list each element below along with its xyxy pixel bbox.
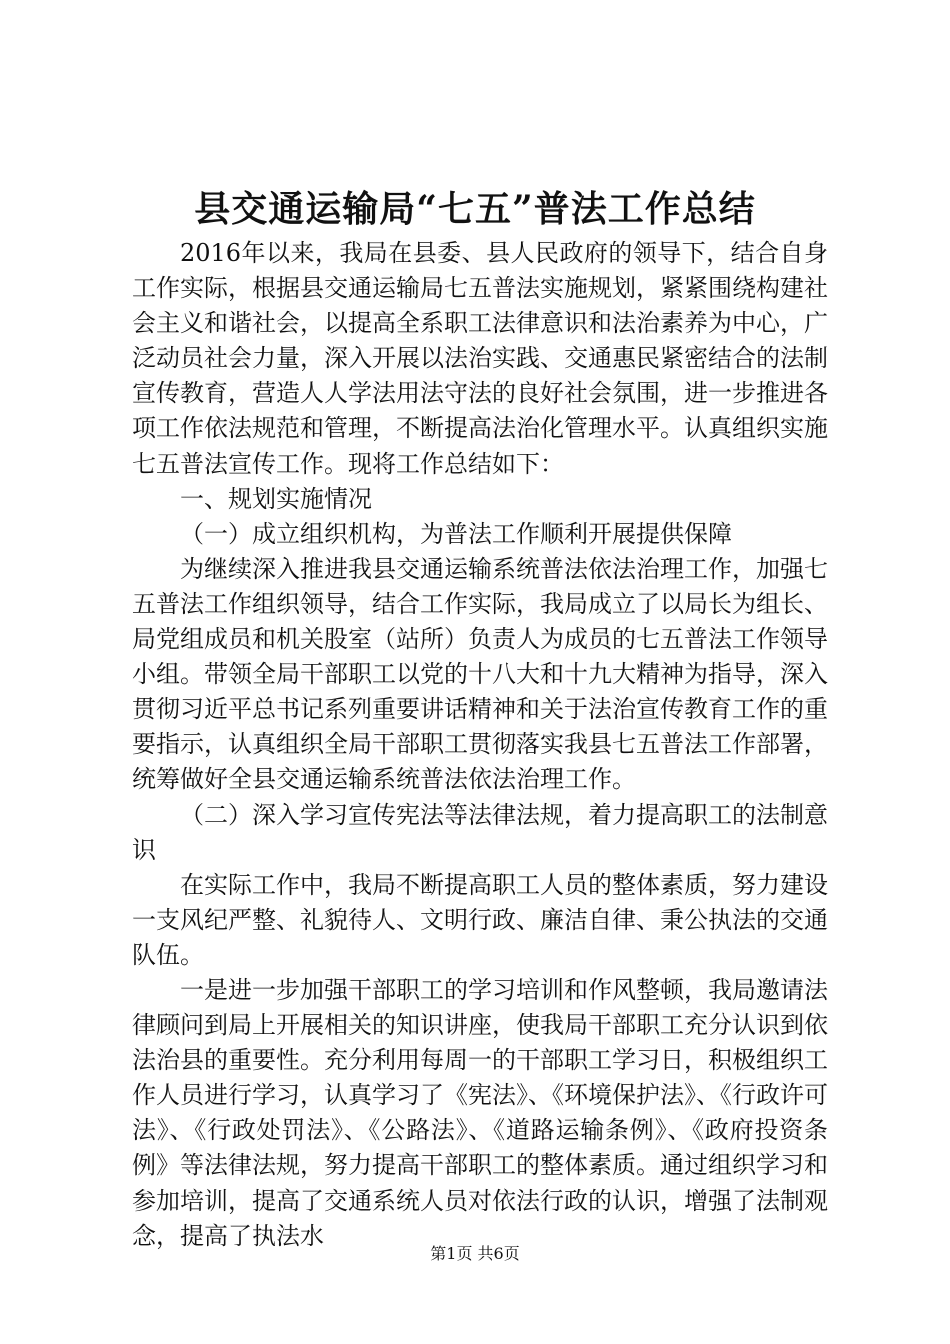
body-paragraph: 在实际工作中，我局不断提高职工人员的整体素质，努力建设一支风纪严整、礼貌待人、文明行政、廉洁自律、秉公执法的交通队伍。 xyxy=(132,870,828,969)
body-paragraph: 一是进一步加强干部职工的学习培训和作风整顿，我局邀请法律顾问到局上开展相关的知识讲座，使我局干部职工充分认识到依法治县的重要性。充分利用每周一的干部职工学习日，积极组织工作人员进行学习，认真学习了《宪法》、《环境保护法》、《行政许可法》、《行政处罚法》、《公路法》、《道路运输条例》、《政府投资条例》等法律法规，努力提高干部职工的整体素质。通过组织学习和参加培训，提高了交通系统人员对依法行政的认识，增强了法制观念，提高了执法水 xyxy=(132,975,828,1250)
document-title: 县交通运输局“七五”普法工作总结 xyxy=(194,188,756,230)
section-heading-1: 一、规划实施情况 xyxy=(180,484,372,513)
intro-paragraph: 2016年以来，我局在县委、县人民政府的领导下，结合自身工作实际，根据县交通运输局七五普法实施规划，紧紧围绕构建社会主义和谐社会，以提高全系职工法律意识和法治素养为中心，广泛动员社会力量，深入开展以法治实践、交通惠民紧密结合的法制宣传教育，营造人人学法用法守法的良好社会氛围，进一步推进各项工作依法规范和管理，不断提高法治化管理水平。认真组织实施七五普法宣传工作。现将工作总结如下： xyxy=(132,239,828,478)
page-footer: 第1页 共6页 xyxy=(430,1244,520,1263)
subsection-heading-2: （二）深入学习宣传宪法等法律法规，着力提高职工的法制意识 xyxy=(132,800,828,864)
document-body xyxy=(132,236,828,1254)
body-paragraph: 为继续深入推进我县交通运输系统普法依法治理工作，加强七五普法工作组织领导，结合工作实际，我局成立了以局长为组长、局党组成员和机关股室（站所）负责人为成员的七五普法工作领导小组。带领全局干部职工以党的十八大和十九大精神为指导，深入贯彻习近平总书记系列重要讲话精神和关于法治宣传教育工作的重要指示，认真组织全局干部职工贯彻落实我县七五普法工作部署，统筹做好全县交通运输系统普法依法治理工作。 xyxy=(132,554,828,794)
subsection-heading-1: （一）成立组织机构，为普法工作顺利开展提供保障 xyxy=(180,519,732,548)
